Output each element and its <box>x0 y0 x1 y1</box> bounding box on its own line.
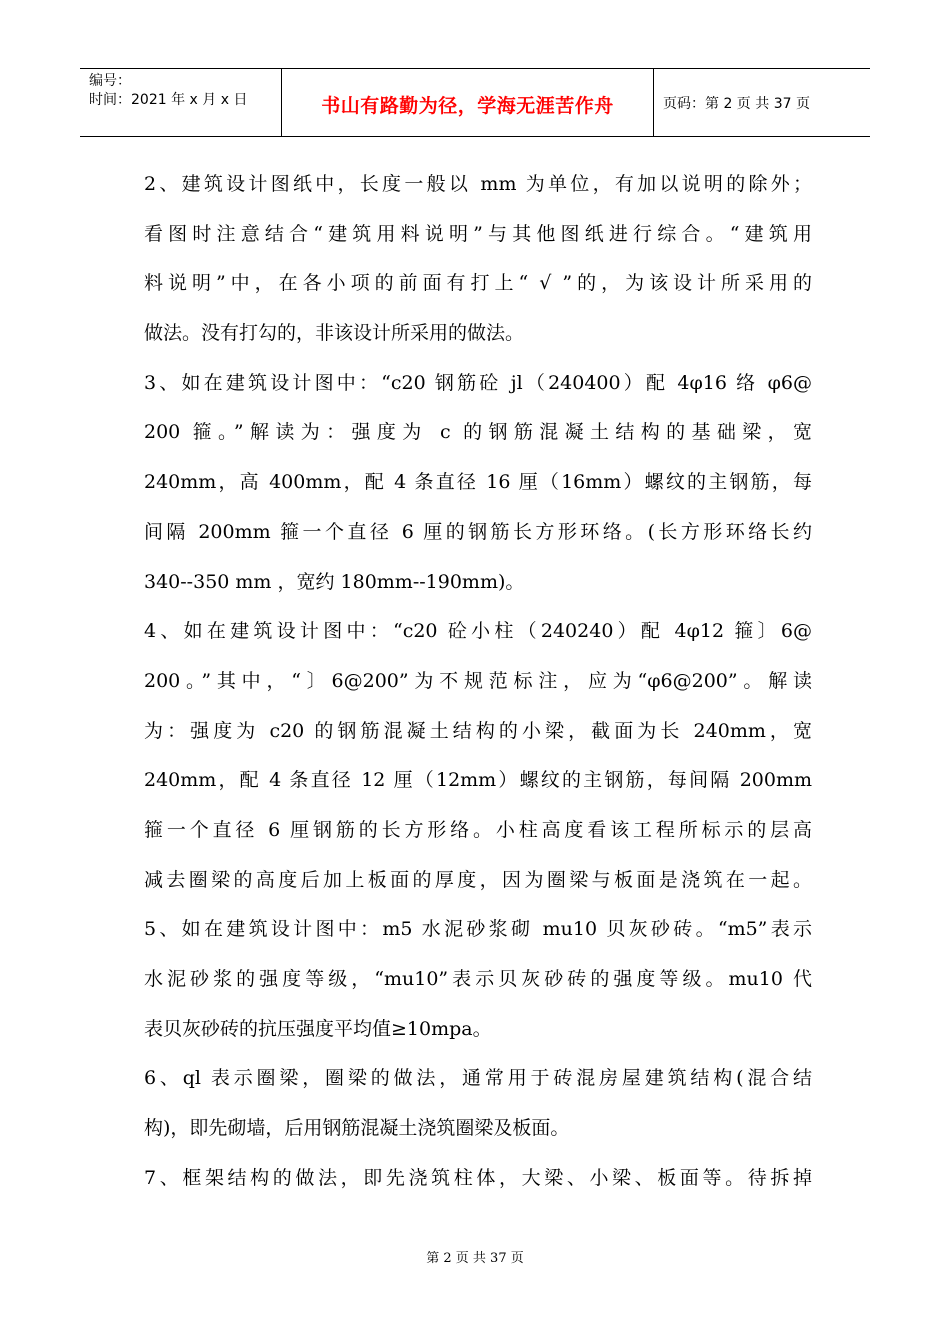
body-line: 2、建筑设计图纸中，长度一般以 mm 为单位，有加以说明的除外； <box>144 173 812 195</box>
body-line: 看图时注意结合“建筑用料说明”与其他图纸进行综合。“建筑用 <box>144 222 812 245</box>
document-date: 时间：2021 年 x 月 x 日 <box>89 92 248 108</box>
body-line: 6、ql 表示圈梁，圈梁的做法，通常用于砖混房屋建筑结构(混合结 <box>144 1067 812 1090</box>
body-line: 7、框架结构的做法，即先浇筑柱体，大梁、小梁、板面等。待拆掉 <box>144 1166 812 1189</box>
footer-page-number: 第 2 页 共 37 页 <box>426 1251 524 1266</box>
header-page-cell <box>654 69 870 136</box>
page-footer <box>0 1247 950 1266</box>
body-line: 做法。没有打勾的，非该设计所采用的做法。 <box>144 322 525 345</box>
body-line: 构)，即先砌墙，后用钢筋混凝土浇筑圈梁及板面。 <box>144 1117 570 1140</box>
header-motto: 书山有路勤为径，学海无涯苦作舟 <box>321 95 614 117</box>
body-line: 200 箍。”解读为：强度为 c 的钢筋混凝土结构的基础梁，宽 <box>144 421 812 444</box>
document-number-label: 编号： <box>89 73 131 89</box>
body-line: 240mm，配 4 条直径 12 厘（12mm）螺纹的主钢筋，每间隔 200mm <box>144 769 812 792</box>
body-line: 200。”其中，“〕6@200”为不规范标注，应为“φ6@200”。解读 <box>144 669 812 692</box>
header-page-code: 页码：第 2 页 共 37 页 <box>663 95 810 112</box>
body-line: 340--350 mm ，宽约 180mm--190mm)。 <box>144 570 525 593</box>
header-info-cell <box>80 69 282 136</box>
document-body <box>144 160 812 1203</box>
body-line: 间隔 200mm 箍一个直径 6 厘的钢筋长方形环络。(长方形环络长约 <box>144 520 812 543</box>
body-line: 表贝灰砂砖的抗压强度平均值≥10mpa。 <box>144 1017 492 1040</box>
body-line: 5、如在建筑设计图中：m5 水泥砂浆砌 mu10 贝灰砂砖。“m5”表示 <box>144 918 812 941</box>
header-motto-cell <box>282 69 654 136</box>
page-header <box>80 68 870 137</box>
body-line: 240mm，高 400mm，配 4 条直径 16 厘（16mm）螺纹的主钢筋，每 <box>144 471 812 494</box>
body-line: 为：强度为 c20 的钢筋混凝土结构的小梁，截面为长 240mm，宽 <box>144 719 812 742</box>
body-line: 3、如在建筑设计图中：“c20 钢筋砼 jl（240400）配 4φ16 络 φ6@ <box>144 371 812 394</box>
body-line: 4、如在建筑设计图中：“c20 砼小柱（240240）配 4φ12 箍〕6@ <box>144 620 812 643</box>
body-line: 减去圈梁的高度后加上板面的厚度，因为圈梁与板面是浇筑在一起。 <box>144 868 812 891</box>
body-line: 料说明”中，在各小项的前面有打上“ √ ”的，为该设计所采用的 <box>144 272 812 295</box>
body-line: 水泥砂浆的强度等级，“mu10”表示贝灰砂砖的强度等级。mu10 代 <box>144 968 812 990</box>
body-line: 箍一个直径 6 厘钢筋的长方形络。小柱高度看该工程所标示的层高 <box>144 818 812 841</box>
